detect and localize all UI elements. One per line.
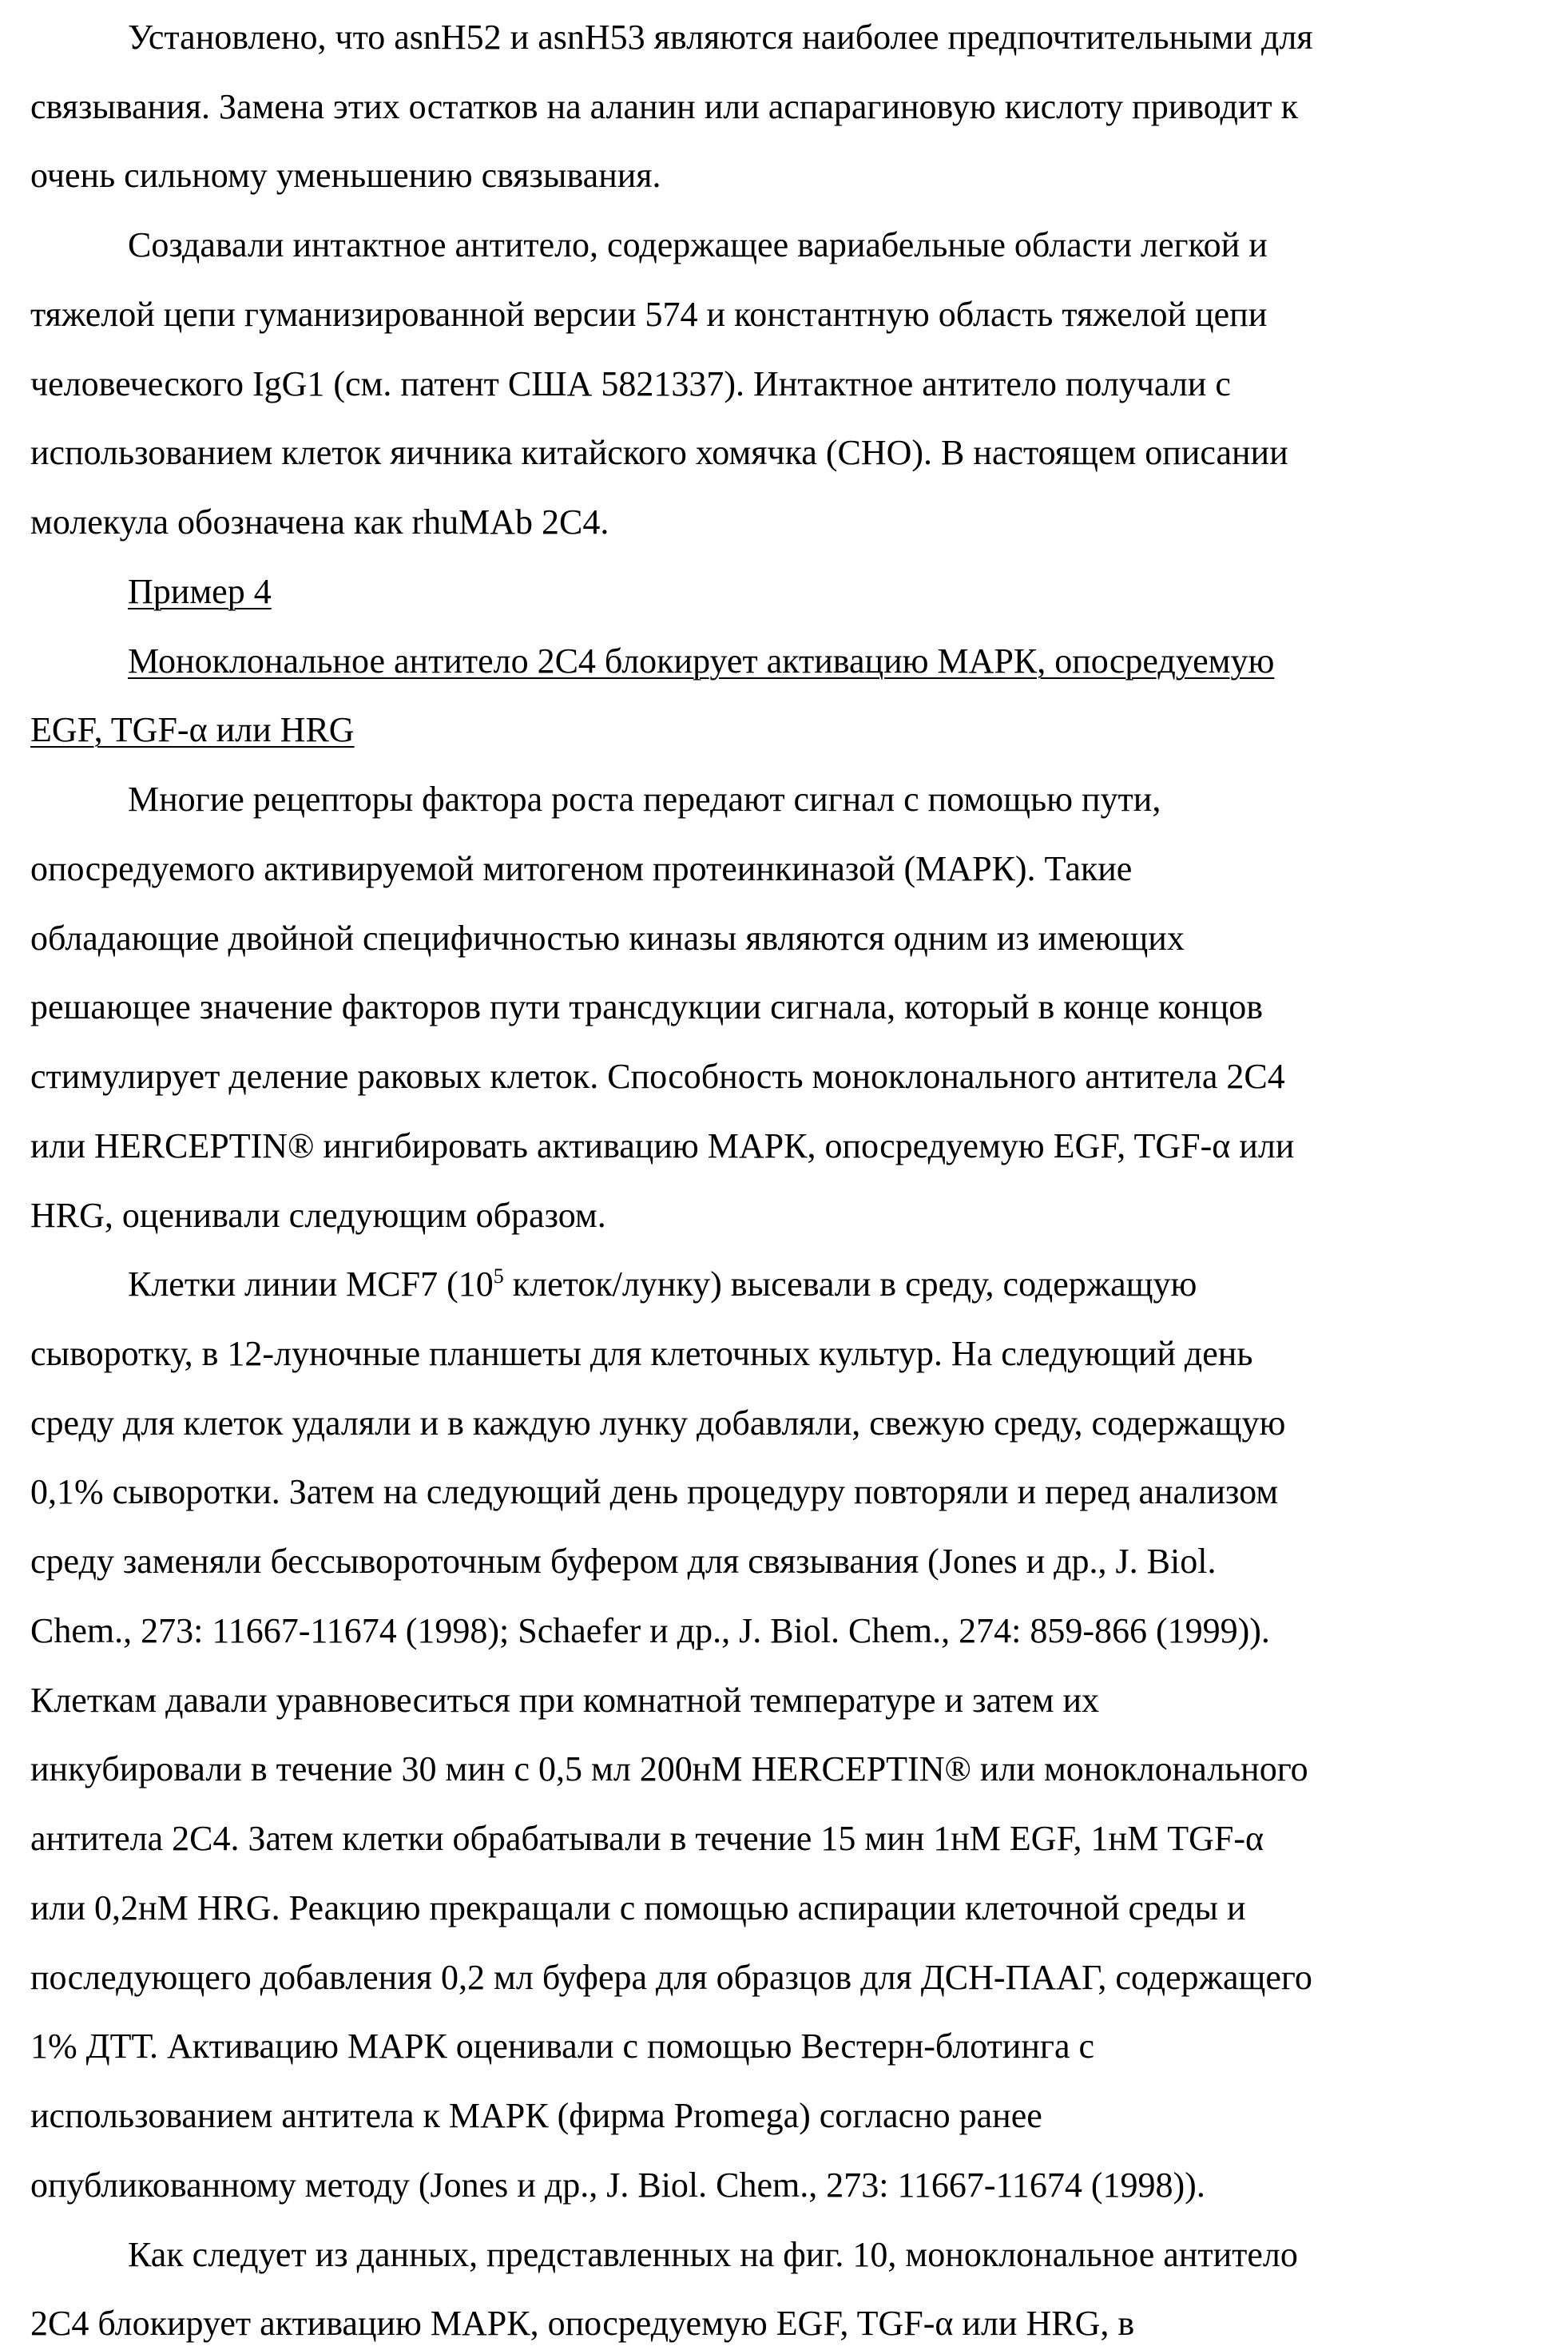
text-line: сыворотку, в 12-луночные планшеты для клеточных культур. На следующий день — [30, 1334, 1253, 1373]
section-title: Моноклональное антитело 2С4 блокирует активацию МАРК, опосредуемую — [128, 641, 1275, 681]
text-line: опосредуемого активируемой митогеном протеинкиназой (МАРК). Такие — [30, 849, 1133, 888]
text-line: тяжелой цепи гуманизированной версии 574 и константную область тяжелой цепи — [30, 295, 1268, 334]
text-line: инкубировали в течение 30 мин с 0,5 мл 200нМ HERCEPTIN® или моноклонального — [30, 1749, 1308, 1788]
text-line: или 0,2нМ HRG. Реакцию прекращали с помощью аспирации клеточной среды и — [30, 1888, 1246, 1927]
text-line: использованием клеток яичника китайского хомячка (СНО). В настоящем описании — [30, 433, 1288, 472]
text-line: связывания. Замена этих остатков на аланин или аспарагиновую кислоту приводит к — [30, 87, 1299, 126]
text-line: опубликованному методу (Jones и др., J. Biol. Chem., 273: 11667-11674 (1998)). — [30, 2165, 1205, 2205]
text-fragment: Клетки линии MCF7 (10 — [128, 1264, 494, 1304]
section-title-continued: EGF, TGF-α или HRG — [30, 710, 355, 749]
text-line: молекула обозначена как rhuMAb 2C4. — [30, 502, 609, 542]
text-line: 1% ДТТ. Активацию МАРК оценивали с помощью Вестерн-блотинга с — [30, 2026, 1095, 2066]
text-line: 0,1% сыворотки. Затем на следующий день процедуру повторяли и перед анализом — [30, 1472, 1279, 1511]
text-line: или HERCEPTIN® ингибировать активацию МАРК, опосредуемую EGF, TGF-α или — [30, 1126, 1295, 1165]
text-line: HRG, оценивали следующим образом. — [30, 1196, 606, 1235]
text-line: Chem., 273: 11667-11674 (1998); Schaefer и др., J. Biol. Chem., 274: 859-866 (1999)). — [30, 1611, 1270, 1650]
text-line: человеческого IgG1 (см. патент США 5821337). Интактное антитело получали с — [30, 364, 1231, 403]
text-line: использованием антитела к МАРК (фирма Promega) согласно ранее — [30, 2096, 1042, 2135]
superscript: 5 — [493, 1264, 504, 1288]
text-line: Установлено, что asnH52 и asnH53 являются наиболее предпочтительными для — [128, 18, 1313, 57]
text-line: решающее значение факторов пути трансдукции сигнала, который в конце концов — [30, 987, 1264, 1026]
text-line: 2С4 блокирует активацию МАРК, опосредуемую EGF, TGF-α или HRG, в — [30, 2304, 1135, 2343]
text-line: очень сильному уменьшению связывания. — [30, 156, 661, 195]
text-line: Создавали интактное антитело, содержащее вариабельные области легкой и — [128, 225, 1268, 264]
text-line: среду заменяли бессывороточным буфером для связывания (Jones и др., J. Biol. — [30, 1542, 1217, 1581]
text-line: Клеткам давали уравновеситься при комнатной температуре и затем их — [30, 1681, 1100, 1720]
text-line: Многие рецепторы фактора роста передают сигнал с помощью пути, — [128, 780, 1161, 819]
text-line: Как следует из данных, представленных на фиг. 10, моноклональное антитело — [128, 2235, 1298, 2274]
text-line — [128, 1260, 1197, 1308]
text-line: последующего добавления 0,2 мл буфера для образцов для ДСН-ПААГ, содержащего — [30, 1958, 1312, 1997]
text-line: стимулирует деление раковых клеток. Способность моноклонального антитела 2С4 — [30, 1057, 1285, 1096]
text-line: среду для клеток удаляли и в каждую лунку добавляли, свежую среду, содержащую — [30, 1403, 1286, 1443]
example-heading: Пример 4 — [128, 572, 272, 611]
text-line: антитела 2С4. Затем клетки обрабатывали в течение 15 мин 1нМ EGF, 1нМ TGF-α — [30, 1819, 1264, 1858]
text-fragment: клеток/лунку) высевали в среду, содержащую — [503, 1264, 1197, 1304]
text-line: обладающие двойной специфичностью киназы являются одним из имеющих — [30, 919, 1185, 958]
